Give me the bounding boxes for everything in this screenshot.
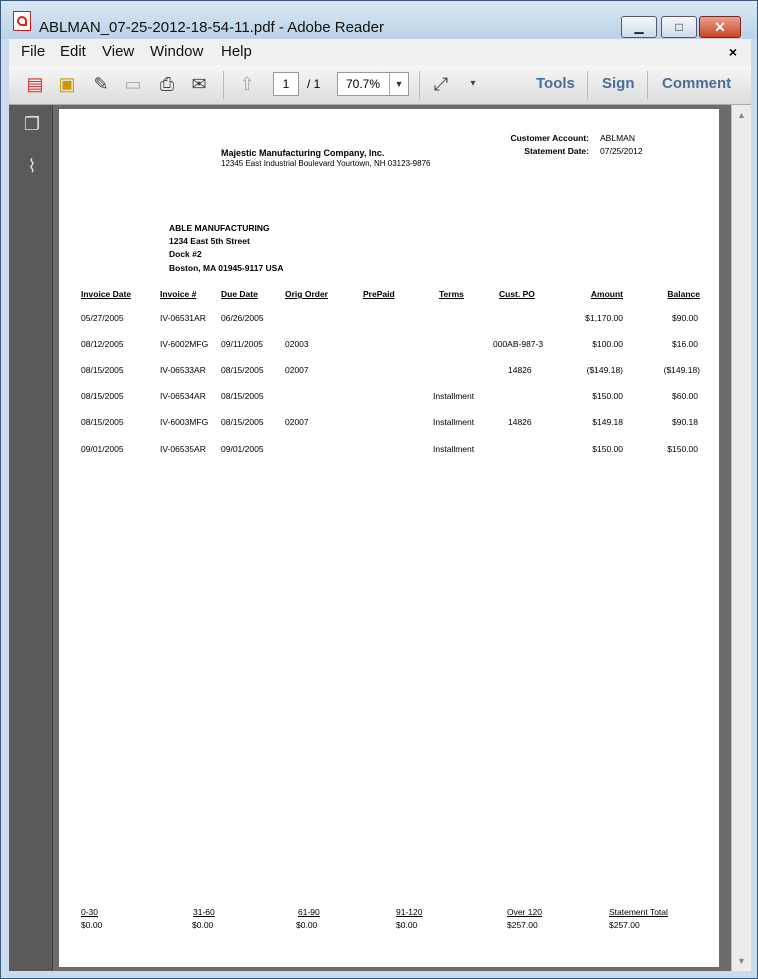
- attachments-icon[interactable]: ⌇: [27, 156, 37, 176]
- aging-value: $257.00: [507, 920, 538, 930]
- scroll-down-icon[interactable]: ▼: [737, 956, 746, 966]
- aging-value: $0.00: [192, 920, 214, 930]
- customer-name: ABLE MANUFACTURING: [169, 223, 270, 233]
- cell-amount: $150.00: [592, 444, 623, 454]
- account-value: ABLMAN: [600, 133, 635, 143]
- cell-cust-po: 000AB-987-3: [493, 339, 544, 349]
- cell-amount: $150.00: [592, 391, 623, 401]
- edit-document-icon[interactable]: ✎: [93, 74, 109, 94]
- cell-invoice-number: IV-06535AR: [160, 444, 206, 454]
- cell-invoice-date: 08/15/2005: [81, 365, 124, 375]
- aging-label: 0-30: [81, 907, 99, 917]
- maximize-button[interactable]: [661, 16, 697, 38]
- save-icon[interactable]: ▭: [124, 74, 142, 94]
- menu-window[interactable]: Window: [150, 43, 204, 60]
- cell-terms: Installment: [433, 444, 475, 454]
- aging-label: 31-60: [193, 907, 215, 917]
- menu-file[interactable]: File: [21, 43, 46, 60]
- column-header: Terms: [439, 289, 464, 299]
- aging-label: 61-90: [298, 907, 320, 917]
- zoom-select[interactable]: [337, 72, 409, 96]
- cell-terms: Installment: [433, 391, 475, 401]
- column-header: Invoice Date: [81, 289, 132, 299]
- scroll-up-icon[interactable]: ▲: [737, 110, 746, 120]
- menu-bar: [9, 39, 751, 65]
- aging-label: Statement Total: [609, 907, 668, 917]
- close-icon: ✕: [714, 19, 726, 35]
- cell-balance: $90.18: [672, 417, 698, 427]
- menu-edit[interactable]: Edit: [60, 43, 86, 60]
- aging-label: Over 120: [507, 907, 542, 917]
- cell-invoice-number: IV-6003MFG: [160, 417, 209, 427]
- cell-invoice-number: IV-06534AR: [160, 391, 206, 401]
- sign-pane-button[interactable]: Sign: [602, 75, 635, 92]
- cell-invoice-number: IV-6002MFG: [160, 339, 209, 349]
- aging-value: $0.00: [396, 920, 418, 930]
- aging-value: $0.00: [296, 920, 318, 930]
- customer-address-line: 1234 East 5th Street: [169, 236, 250, 246]
- column-header: Invoice #: [160, 289, 197, 299]
- toolbar-separator: [647, 71, 648, 99]
- menu-help[interactable]: Help: [221, 43, 252, 60]
- vertical-scrollbar[interactable]: [731, 105, 751, 971]
- cell-cust-po: 14826: [508, 417, 532, 427]
- cell-invoice-date: 08/15/2005: [81, 391, 124, 401]
- cell-invoice-date: 08/15/2005: [81, 417, 124, 427]
- open-file-icon[interactable]: ▣: [58, 74, 76, 94]
- customer-address-line: Dock #2: [169, 249, 202, 259]
- window-title: ABLMAN_07-25-2012-18-54-11.pdf - Adobe Reader: [39, 19, 384, 36]
- column-header: Due Date: [221, 289, 258, 299]
- cell-balance: $16.00: [672, 339, 698, 349]
- toolbar-options-icon[interactable]: ▾: [470, 78, 476, 89]
- toolbar-separator: [223, 71, 224, 99]
- customer-address-line: Boston, MA 01945-9117 USA: [169, 263, 284, 273]
- statement-date-value: 07/25/2012: [600, 146, 643, 156]
- create-pdf-icon[interactable]: ▤: [26, 74, 44, 94]
- column-header: PrePaid: [363, 289, 395, 299]
- cell-invoice-number: IV-06531AR: [160, 313, 206, 323]
- cell-orig-order: 02003: [285, 339, 309, 349]
- company-address: 12345 East Industrial Boulevard Yourtown, NH 03123-9876: [221, 159, 431, 168]
- cell-orig-order: 02007: [285, 417, 309, 427]
- aging-value: $0.00: [81, 920, 103, 930]
- document-viewer[interactable]: [9, 105, 751, 971]
- cell-amount: $100.00: [592, 339, 623, 349]
- previous-page-icon[interactable]: ⇧: [239, 74, 255, 94]
- fit-page-icon[interactable]: ⤢: [433, 74, 449, 94]
- toolbar-separator: [587, 71, 588, 99]
- menu-view[interactable]: View: [102, 43, 135, 60]
- cell-invoice-date: 08/12/2005: [81, 339, 124, 349]
- cell-due-date: 08/15/2005: [221, 417, 264, 427]
- cell-cust-po: 14826: [508, 365, 532, 375]
- cell-balance: ($149.18): [663, 365, 700, 375]
- print-icon[interactable]: ⎙: [159, 74, 175, 94]
- tools-pane-button[interactable]: Tools: [536, 75, 575, 92]
- cell-balance: $90.00: [672, 313, 698, 323]
- navigation-pane: [9, 105, 53, 971]
- maximize-icon: □: [675, 20, 683, 34]
- cell-invoice-date: 09/01/2005: [81, 444, 124, 454]
- column-header: Cust. PO: [499, 289, 535, 299]
- cell-terms: Installment: [433, 417, 475, 427]
- column-header: Amount: [590, 289, 623, 299]
- pdf-file-icon: [13, 11, 31, 31]
- column-header: Balance: [667, 289, 700, 299]
- minimize-icon: ▁: [634, 20, 644, 34]
- toolbar: [9, 65, 751, 105]
- zoom-value: 70.7%: [346, 77, 381, 91]
- cell-invoice-date: 05/27/2005: [81, 313, 124, 323]
- cell-due-date: 09/01/2005: [221, 444, 264, 454]
- cell-due-date: 09/11/2005: [221, 339, 263, 349]
- cell-amount: $149.18: [592, 417, 623, 427]
- page-number-input[interactable]: 1: [273, 72, 299, 96]
- minimize-button[interactable]: [621, 16, 657, 38]
- title-bar[interactable]: [1, 1, 757, 39]
- close-button[interactable]: [699, 16, 741, 38]
- toolbar-separator: [419, 71, 420, 99]
- company-name: Majestic Manufacturing Company, Inc.: [221, 148, 385, 158]
- page-total: / 1: [307, 77, 321, 91]
- cell-due-date: 08/15/2005: [221, 391, 264, 401]
- cell-balance: $60.00: [672, 391, 698, 401]
- email-icon[interactable]: ✉: [191, 74, 207, 94]
- cell-balance: $150.00: [667, 444, 698, 454]
- account-label: Customer Account:: [510, 133, 589, 143]
- chevron-down-icon[interactable]: ▼: [389, 73, 408, 95]
- pages-icon[interactable]: ❐: [23, 114, 41, 134]
- cell-amount: ($149.18): [586, 365, 623, 375]
- cell-amount: $1,170.00: [585, 313, 623, 323]
- statement-date-label: Statement Date:: [524, 146, 589, 156]
- cell-orig-order: 02007: [285, 365, 309, 375]
- column-header: Orig Order: [285, 289, 328, 299]
- pdf-page: [59, 109, 719, 967]
- comment-pane-button[interactable]: Comment: [662, 75, 732, 92]
- statement-total-value: $257.00: [609, 920, 640, 930]
- cell-due-date: 08/15/2005: [221, 365, 264, 375]
- aging-label: 91-120: [396, 907, 423, 917]
- cell-invoice-number: IV-06533AR: [160, 365, 206, 375]
- cell-due-date: 06/26/2005: [221, 313, 264, 323]
- close-document-icon[interactable]: ×: [728, 44, 737, 60]
